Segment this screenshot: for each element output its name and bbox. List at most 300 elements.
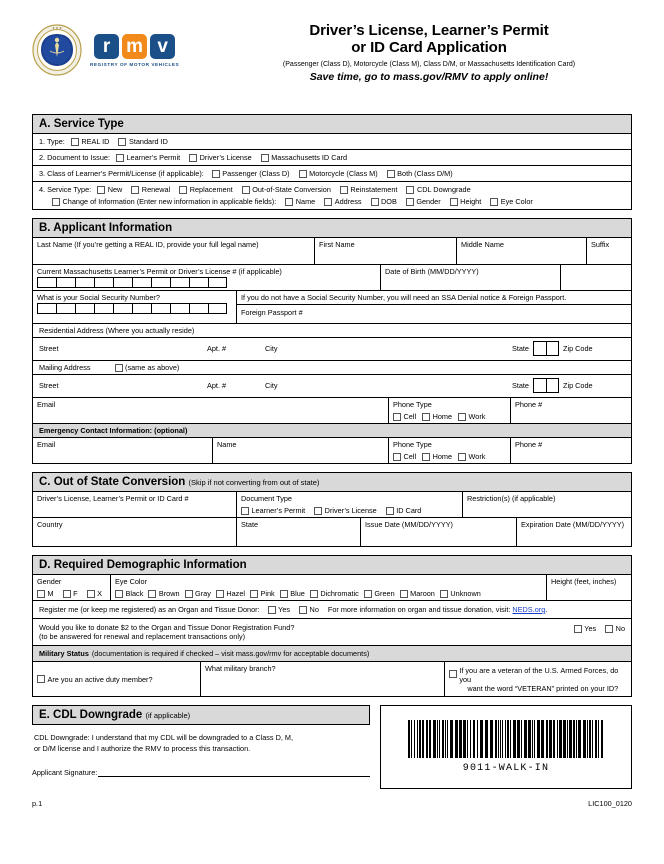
date-of-birth-label: Date of Birth (MM/DD/YYYY) xyxy=(385,267,479,276)
active-duty-field[interactable] xyxy=(33,662,201,696)
rmv-letter-m: m xyxy=(122,34,147,59)
checkbox-label: ID Card xyxy=(396,506,422,515)
foreign-passport-field[interactable] xyxy=(237,305,631,323)
checkbox-label: Dichromatic xyxy=(320,589,359,598)
checkbox-eye-pink[interactable] xyxy=(250,589,275,598)
checkbox-donate-no[interactable] xyxy=(605,624,625,633)
license-number-boxes[interactable] xyxy=(37,277,376,288)
checkbox-icon[interactable] xyxy=(314,507,322,515)
page-header xyxy=(32,0,632,106)
char-box[interactable] xyxy=(533,378,546,393)
char-box[interactable] xyxy=(151,277,170,288)
checkbox-label: Standard ID xyxy=(128,137,168,146)
checkbox-icon[interactable] xyxy=(115,590,123,598)
signature-line[interactable] xyxy=(98,767,370,777)
char-box[interactable] xyxy=(189,277,208,288)
mailing-street-label[interactable]: Street xyxy=(39,381,59,390)
checkbox-icon[interactable] xyxy=(299,170,307,178)
section-d-heading: D. Required Demographic Information xyxy=(33,556,631,575)
emergency-phone-number-field[interactable] xyxy=(511,438,631,463)
checkbox-icon[interactable] xyxy=(37,590,45,598)
char-box[interactable] xyxy=(132,277,151,288)
checkbox-eye-maroon[interactable] xyxy=(400,589,435,598)
checkbox-change-height[interactable] xyxy=(450,197,482,206)
checkbox-icon[interactable] xyxy=(250,590,258,598)
char-box[interactable] xyxy=(94,303,113,314)
class-label: 3. Class of Learner’s Permit/License (if applicable): xyxy=(39,169,204,178)
checkbox-icon[interactable] xyxy=(400,590,408,598)
checkbox-icon[interactable] xyxy=(386,507,394,515)
checkbox-phone-work[interactable] xyxy=(458,412,485,421)
checkbox-icon[interactable] xyxy=(63,590,71,598)
veteran-line2: want the word “VETERAN” printed on your ID? xyxy=(467,683,619,693)
char-box[interactable] xyxy=(170,277,189,288)
service-type-row-3 xyxy=(33,166,631,182)
char-box[interactable] xyxy=(113,277,132,288)
checkbox-veteran-icon[interactable] xyxy=(449,670,457,678)
checkbox-label: Name xyxy=(295,197,316,206)
service-type-row-2 xyxy=(33,150,631,166)
ssn-boxes[interactable] xyxy=(37,303,232,314)
checkbox-icon[interactable] xyxy=(605,625,613,633)
restrictions-field[interactable] xyxy=(463,492,631,517)
checkbox-icon[interactable] xyxy=(490,198,498,206)
service-type-label: 4. Service Type: xyxy=(39,185,92,194)
checkbox-icon[interactable] xyxy=(340,186,348,194)
date-of-birth-field[interactable] xyxy=(381,265,561,290)
donation-fund-row xyxy=(33,619,631,646)
barcode-text: 9011-WALK-IN xyxy=(462,763,550,774)
mailing-state-boxes[interactable] xyxy=(533,378,559,393)
checkbox-eye-green[interactable] xyxy=(364,589,395,598)
page-title-line1: Driver’s License, Learner’s Permit xyxy=(309,22,549,39)
phone-number-field[interactable] xyxy=(511,398,631,423)
barcode-panel xyxy=(380,705,632,789)
donation-fund-line2: (to be answered for renewal and replacement transactions only) xyxy=(39,632,246,641)
checkbox-label: Driver’s License xyxy=(324,506,377,515)
issue-date-field[interactable] xyxy=(361,518,517,546)
email-field[interactable] xyxy=(33,398,389,423)
mailing-address-label: Mailing Address xyxy=(39,363,91,372)
first-name-field[interactable] xyxy=(315,238,457,264)
military-branch-label: What military branch? xyxy=(205,664,276,673)
checkbox-icon[interactable] xyxy=(574,625,582,633)
type-label: 1. Type: xyxy=(39,137,65,146)
checkbox-label: Brown xyxy=(158,589,180,598)
phone-type-field xyxy=(389,398,511,423)
eye-color-label: Eye Color xyxy=(115,577,148,586)
char-box[interactable] xyxy=(546,378,559,393)
checkbox-icon[interactable] xyxy=(71,138,79,146)
checkbox-class-passenger[interactable] xyxy=(212,169,290,178)
checkbox-label: Gray xyxy=(195,589,211,598)
section-c-heading xyxy=(33,473,631,492)
checkbox-icon[interactable] xyxy=(406,186,414,194)
checkbox-label: CDL Downgrade xyxy=(416,185,471,194)
checkbox-label: Work xyxy=(468,452,486,461)
char-box[interactable] xyxy=(75,303,94,314)
mailing-city-label[interactable]: City xyxy=(265,381,278,390)
checkbox-service-cdl-downgrade[interactable] xyxy=(406,185,470,194)
license-dob-row xyxy=(33,265,631,291)
massachusetts-seal-icon xyxy=(32,24,82,76)
state-boxes[interactable] xyxy=(533,341,559,356)
checkbox-icon[interactable] xyxy=(285,198,293,206)
checkbox-donate-yes[interactable] xyxy=(574,624,596,633)
checkbox-icon[interactable] xyxy=(387,170,395,178)
checkbox-icon[interactable] xyxy=(371,198,379,206)
emergency-contact-heading xyxy=(33,424,631,438)
checkbox-icon[interactable] xyxy=(131,186,139,194)
ssn-field[interactable] xyxy=(33,291,237,323)
country-label: Country xyxy=(37,520,63,529)
neds-org-link[interactable]: NEDS.org xyxy=(512,605,546,614)
checkbox-active-duty[interactable] xyxy=(37,675,153,684)
checkbox-icon[interactable] xyxy=(87,590,95,598)
checkbox-label: Home xyxy=(432,452,453,461)
rmv-letter-v: v xyxy=(150,34,175,59)
title-group xyxy=(232,22,632,83)
checkbox-conv-learners-permit[interactable] xyxy=(241,506,305,515)
veteran-designation-field[interactable] xyxy=(445,662,631,696)
checkbox-service-replacement[interactable] xyxy=(179,185,233,194)
donation-fund-line1: Would you like to donate $2 to the Organ and Tissue Donor Registration Fund? xyxy=(39,623,295,632)
char-box[interactable] xyxy=(208,303,227,314)
checkbox-label: Learner’s Permit xyxy=(126,153,181,162)
checkbox-icon[interactable] xyxy=(216,590,224,598)
checkbox-phone-home[interactable] xyxy=(422,412,452,421)
service-type-row-4 xyxy=(33,182,631,209)
section-a xyxy=(32,114,632,210)
section-e xyxy=(32,705,632,789)
checkbox-label: Driver’s License xyxy=(199,153,252,162)
char-box[interactable] xyxy=(132,303,151,314)
checkbox-label: Maroon xyxy=(410,589,435,598)
checkbox-real-id[interactable] xyxy=(71,137,110,146)
emergency-contact-label: Emergency Contact Information: (optional) xyxy=(39,426,188,435)
checkbox-icon[interactable] xyxy=(458,413,466,421)
dob-extra-cell[interactable] xyxy=(561,265,631,290)
gender-eye-height-row xyxy=(33,575,631,601)
organ-donor-label: Register me (or keep me registered) as an Organ and Tissue Donor: xyxy=(39,605,260,614)
checkbox-label: Hazel xyxy=(226,589,245,598)
zip-label[interactable]: Zip Code xyxy=(563,344,593,353)
checkbox-eye-dichromatic[interactable] xyxy=(310,589,359,598)
checkbox-label: Massachusetts ID Card xyxy=(271,153,348,162)
apt-label[interactable]: Apt. # xyxy=(207,344,227,353)
street-label[interactable]: Street xyxy=(39,344,59,353)
ssn-row xyxy=(33,291,631,324)
char-box[interactable] xyxy=(151,303,170,314)
checkbox-label: (same as above) xyxy=(125,363,180,372)
checkbox-icon[interactable] xyxy=(242,186,250,194)
checkbox-label: Blue xyxy=(290,589,305,598)
checkbox-label: DOB xyxy=(381,197,397,206)
checkbox-label: X xyxy=(97,589,102,598)
page-subtitle: (Passenger (Class D), Motorcycle (Class M), Class D/M, or Massachusetts Identification Card) xyxy=(282,61,576,68)
checkbox-label: Address xyxy=(334,197,362,206)
emergency-name-label: Name xyxy=(217,440,237,449)
page-number: p.1 xyxy=(32,799,43,808)
period: . xyxy=(545,605,548,614)
checkbox-icon[interactable] xyxy=(406,198,414,206)
checkbox-icon[interactable] xyxy=(261,154,269,162)
checkbox-phone-cell[interactable] xyxy=(393,412,416,421)
checkbox-icon[interactable] xyxy=(37,675,45,683)
checkbox-label: No xyxy=(309,605,319,614)
checkbox-label: Change of Information (Enter new information in applicable fields): xyxy=(62,197,277,206)
mailing-zip-label[interactable]: Zip Code xyxy=(563,381,593,390)
svg-text:★ ★ ★: ★ ★ ★ xyxy=(52,26,62,31)
rmv-logo-tagline: REGISTRY OF MOTOR VEHICLES xyxy=(90,61,180,67)
form-id: LIC100_0120 xyxy=(588,799,632,808)
conversion-country-row xyxy=(33,518,631,546)
residential-address-label: Residential Address (Where you actually reside) xyxy=(39,326,195,335)
section-e-heading xyxy=(32,705,370,725)
char-box[interactable] xyxy=(113,303,132,314)
checkbox-class-motorcycle[interactable] xyxy=(299,169,378,178)
checkbox-change-dob[interactable] xyxy=(371,197,397,206)
checkbox-icon[interactable] xyxy=(115,364,123,372)
section-e-note: (if applicable) xyxy=(145,711,191,720)
mailing-address-heading xyxy=(33,361,631,375)
checkbox-label: Reinstatement xyxy=(350,185,398,194)
ssn-denial-note: If you do not have a Social Security Number, you will need an SSA Denial notice & Foreign Passport. xyxy=(237,291,631,305)
gender-field xyxy=(33,575,111,600)
last-name-label: Last Name (If you’re getting a REAL ID, provide your full legal name) xyxy=(37,240,259,249)
checkbox-service-new[interactable] xyxy=(97,185,122,194)
checkbox-icon[interactable] xyxy=(185,590,193,598)
section-c xyxy=(32,472,632,547)
checkbox-emergency-phone-home[interactable] xyxy=(422,452,452,461)
checkbox-icon[interactable] xyxy=(189,154,197,162)
mailing-state-label: State xyxy=(511,381,529,390)
checkbox-label: Height xyxy=(460,197,482,206)
donor-info-prefix: For more information on organ and tissue donation, visit: xyxy=(327,605,511,614)
checkbox-eye-black[interactable] xyxy=(115,589,143,598)
checkbox-icon[interactable] xyxy=(458,453,466,461)
section-e-left xyxy=(32,705,370,789)
checkbox-standard-id[interactable] xyxy=(118,137,167,146)
checkbox-eye-hazel[interactable] xyxy=(216,589,245,598)
military-branch-field[interactable] xyxy=(201,662,445,696)
page-footer xyxy=(32,799,632,808)
rmv-letter-r: r xyxy=(94,34,119,59)
checkbox-label: Learner’s Permit xyxy=(251,506,306,515)
checkbox-label: Unknown xyxy=(450,589,481,598)
checkbox-icon[interactable] xyxy=(422,413,430,421)
checkbox-drivers-license[interactable] xyxy=(189,153,252,162)
checkbox-eye-gray[interactable] xyxy=(185,589,211,598)
rmv-logo xyxy=(90,34,179,67)
checkbox-mass-id-card[interactable] xyxy=(261,153,347,162)
checkbox-label: Motorcycle (Class M) xyxy=(309,169,378,178)
checkbox-label: Are you an active duty member? xyxy=(47,674,153,684)
char-box[interactable] xyxy=(75,277,94,288)
emergency-phone-number-label: Phone # xyxy=(515,440,543,449)
checkbox-eye-blue[interactable] xyxy=(280,589,305,598)
save-time-notice: Save time, go to mass.gov/RMV to apply online! xyxy=(309,71,549,83)
foreign-passport-group xyxy=(237,291,631,323)
checkbox-label: No xyxy=(615,624,625,633)
checkbox-label: Home xyxy=(432,412,453,421)
current-license-label: Current Massachusetts Learner’s Permit or Driver’s License # (if applicable) xyxy=(37,267,282,276)
checkbox-class-both[interactable] xyxy=(387,169,453,178)
checkbox-change-of-information[interactable] xyxy=(52,197,276,206)
checkbox-label: Black xyxy=(125,589,144,598)
conversion-doc-row xyxy=(33,492,631,518)
suffix-label: Suffix xyxy=(591,240,610,249)
checkbox-label: M xyxy=(47,589,54,598)
checkbox-label: Gender xyxy=(416,197,441,206)
checkbox-label: Yes xyxy=(278,605,291,614)
checkbox-icon[interactable] xyxy=(97,186,105,194)
issue-date-label: Issue Date (MM/DD/YYYY) xyxy=(365,520,453,529)
checkbox-eye-unknown[interactable] xyxy=(440,589,481,598)
checkbox-icon[interactable] xyxy=(118,138,126,146)
checkbox-donor-no[interactable] xyxy=(299,605,319,614)
checkbox-icon[interactable] xyxy=(268,606,276,614)
conversion-doc-number-field[interactable] xyxy=(33,492,237,517)
foreign-passport-label: Foreign Passport # xyxy=(241,308,303,317)
checkbox-icon[interactable] xyxy=(450,198,458,206)
char-box[interactable] xyxy=(170,303,189,314)
country-field[interactable] xyxy=(33,518,237,546)
char-box[interactable] xyxy=(189,303,208,314)
checkbox-gender-f[interactable] xyxy=(63,589,78,598)
residential-address-row xyxy=(33,338,631,361)
expiration-date-field[interactable] xyxy=(517,518,631,546)
city-label[interactable]: City xyxy=(265,344,278,353)
checkbox-change-gender[interactable] xyxy=(406,197,441,206)
emergency-name-field[interactable] xyxy=(213,438,389,463)
military-row xyxy=(33,662,631,696)
section-b-heading: B. Applicant Information xyxy=(33,219,631,238)
checkbox-icon[interactable] xyxy=(310,590,318,598)
checkbox-conv-drivers-license[interactable] xyxy=(314,506,377,515)
checkbox-conv-id-card[interactable] xyxy=(386,506,422,515)
suffix-field[interactable] xyxy=(587,238,631,264)
last-name-field[interactable] xyxy=(33,238,315,264)
checkbox-label: Pink xyxy=(260,589,275,598)
checkbox-emergency-phone-work[interactable] xyxy=(458,452,485,461)
checkbox-service-reinstatement[interactable] xyxy=(340,185,398,194)
height-field[interactable] xyxy=(547,575,631,600)
emergency-phone-type-label: Phone Type xyxy=(393,440,432,449)
char-box[interactable] xyxy=(37,277,56,288)
char-box[interactable] xyxy=(56,277,75,288)
checkbox-icon[interactable] xyxy=(422,453,430,461)
checkbox-change-name[interactable] xyxy=(285,197,315,206)
emergency-phone-type-field xyxy=(389,438,511,463)
checkbox-label: Replacement xyxy=(189,185,233,194)
cdl-downgrade-text xyxy=(32,725,370,754)
military-status-heading xyxy=(33,646,631,662)
checkbox-service-out-of-state[interactable] xyxy=(242,185,331,194)
checkbox-label: Eye Color xyxy=(500,197,533,206)
middle-name-field[interactable] xyxy=(457,238,587,264)
ssn-label: What is your Social Security Number? xyxy=(37,293,160,302)
current-license-field[interactable] xyxy=(33,265,381,290)
char-box[interactable] xyxy=(56,303,75,314)
checkbox-label: Yes xyxy=(584,624,597,633)
checkbox-icon[interactable] xyxy=(52,198,60,206)
checkbox-icon[interactable] xyxy=(299,606,307,614)
checkbox-label: F xyxy=(73,589,78,598)
checkbox-label: Cell xyxy=(403,412,417,421)
checkbox-icon[interactable] xyxy=(241,507,249,515)
checkbox-gender-m[interactable] xyxy=(37,589,54,598)
checkbox-label: Passenger (Class D) xyxy=(222,169,290,178)
emergency-contact-row xyxy=(33,438,631,463)
conversion-state-field[interactable] xyxy=(237,518,361,546)
checkbox-label: Out-of-State Conversion xyxy=(252,185,331,194)
checkbox-label: Both (Class D/M) xyxy=(397,169,453,178)
checkbox-label: REAL ID xyxy=(81,137,110,146)
residential-address-heading xyxy=(33,324,631,338)
military-status-note: (documentation is required if checked – visit mass.gov/rmv for acceptable documents) xyxy=(91,649,370,658)
applicant-signature-label: Applicant Signature: xyxy=(32,768,98,777)
section-c-note: (Skip if not converting from out of state) xyxy=(188,478,320,487)
char-box[interactable] xyxy=(533,341,546,356)
checkbox-label: Work xyxy=(468,412,486,421)
char-box[interactable] xyxy=(546,341,559,356)
section-c-title: C. Out of State Conversion xyxy=(39,476,186,488)
checkbox-service-renewal[interactable] xyxy=(131,185,170,194)
name-row xyxy=(33,238,631,265)
checkbox-icon[interactable] xyxy=(212,170,220,178)
checkbox-change-eye-color[interactable] xyxy=(490,197,533,206)
char-box[interactable] xyxy=(94,277,113,288)
checkbox-donor-yes[interactable] xyxy=(268,605,290,614)
checkbox-icon[interactable] xyxy=(148,590,156,598)
checkbox-icon[interactable] xyxy=(393,453,401,461)
checkbox-icon[interactable] xyxy=(280,590,288,598)
first-name-label: First Name xyxy=(319,240,355,249)
document-type-label: Document Type xyxy=(241,494,292,503)
emergency-email-field[interactable] xyxy=(33,438,213,463)
checkbox-gender-x[interactable] xyxy=(87,589,102,598)
checkbox-eye-brown[interactable] xyxy=(148,589,179,598)
checkbox-label: New xyxy=(107,185,123,194)
applicant-signature-row[interactable] xyxy=(32,767,370,777)
checkbox-icon[interactable] xyxy=(179,186,187,194)
restrictions-label: Restriction(s) (if applicable) xyxy=(467,494,556,503)
veteran-line1: If you are a veteran of the U.S. Armed Forces, do you xyxy=(459,665,619,684)
military-status-label: Military Status xyxy=(39,649,89,658)
emergency-email-label: Email xyxy=(37,440,56,449)
email-phone-row xyxy=(33,398,631,424)
checkbox-icon[interactable] xyxy=(364,590,372,598)
char-box[interactable] xyxy=(208,277,227,288)
organ-donor-row xyxy=(33,601,631,619)
cdl-text-line1: CDL Downgrade: I understand that my CDL will be downgraded to a Class D, M, xyxy=(34,733,294,742)
mailing-apt-label[interactable]: Apt. # xyxy=(207,381,227,390)
checkbox-change-address[interactable] xyxy=(324,197,361,206)
checkbox-emergency-phone-cell[interactable] xyxy=(393,452,416,461)
checkbox-icon[interactable] xyxy=(440,590,448,598)
expiration-date-label: Expiration Date (MM/DD/YYYY) xyxy=(521,520,624,529)
checkbox-icon[interactable] xyxy=(116,154,124,162)
section-b xyxy=(32,218,632,464)
checkbox-label: Cell xyxy=(403,452,417,461)
checkbox-same-as-above[interactable] xyxy=(115,363,180,372)
checkbox-learners-permit[interactable] xyxy=(116,153,180,162)
section-e-title: E. CDL Downgrade xyxy=(39,709,143,721)
checkbox-icon[interactable] xyxy=(324,198,332,206)
checkbox-icon[interactable] xyxy=(393,413,401,421)
char-box[interactable] xyxy=(37,303,56,314)
